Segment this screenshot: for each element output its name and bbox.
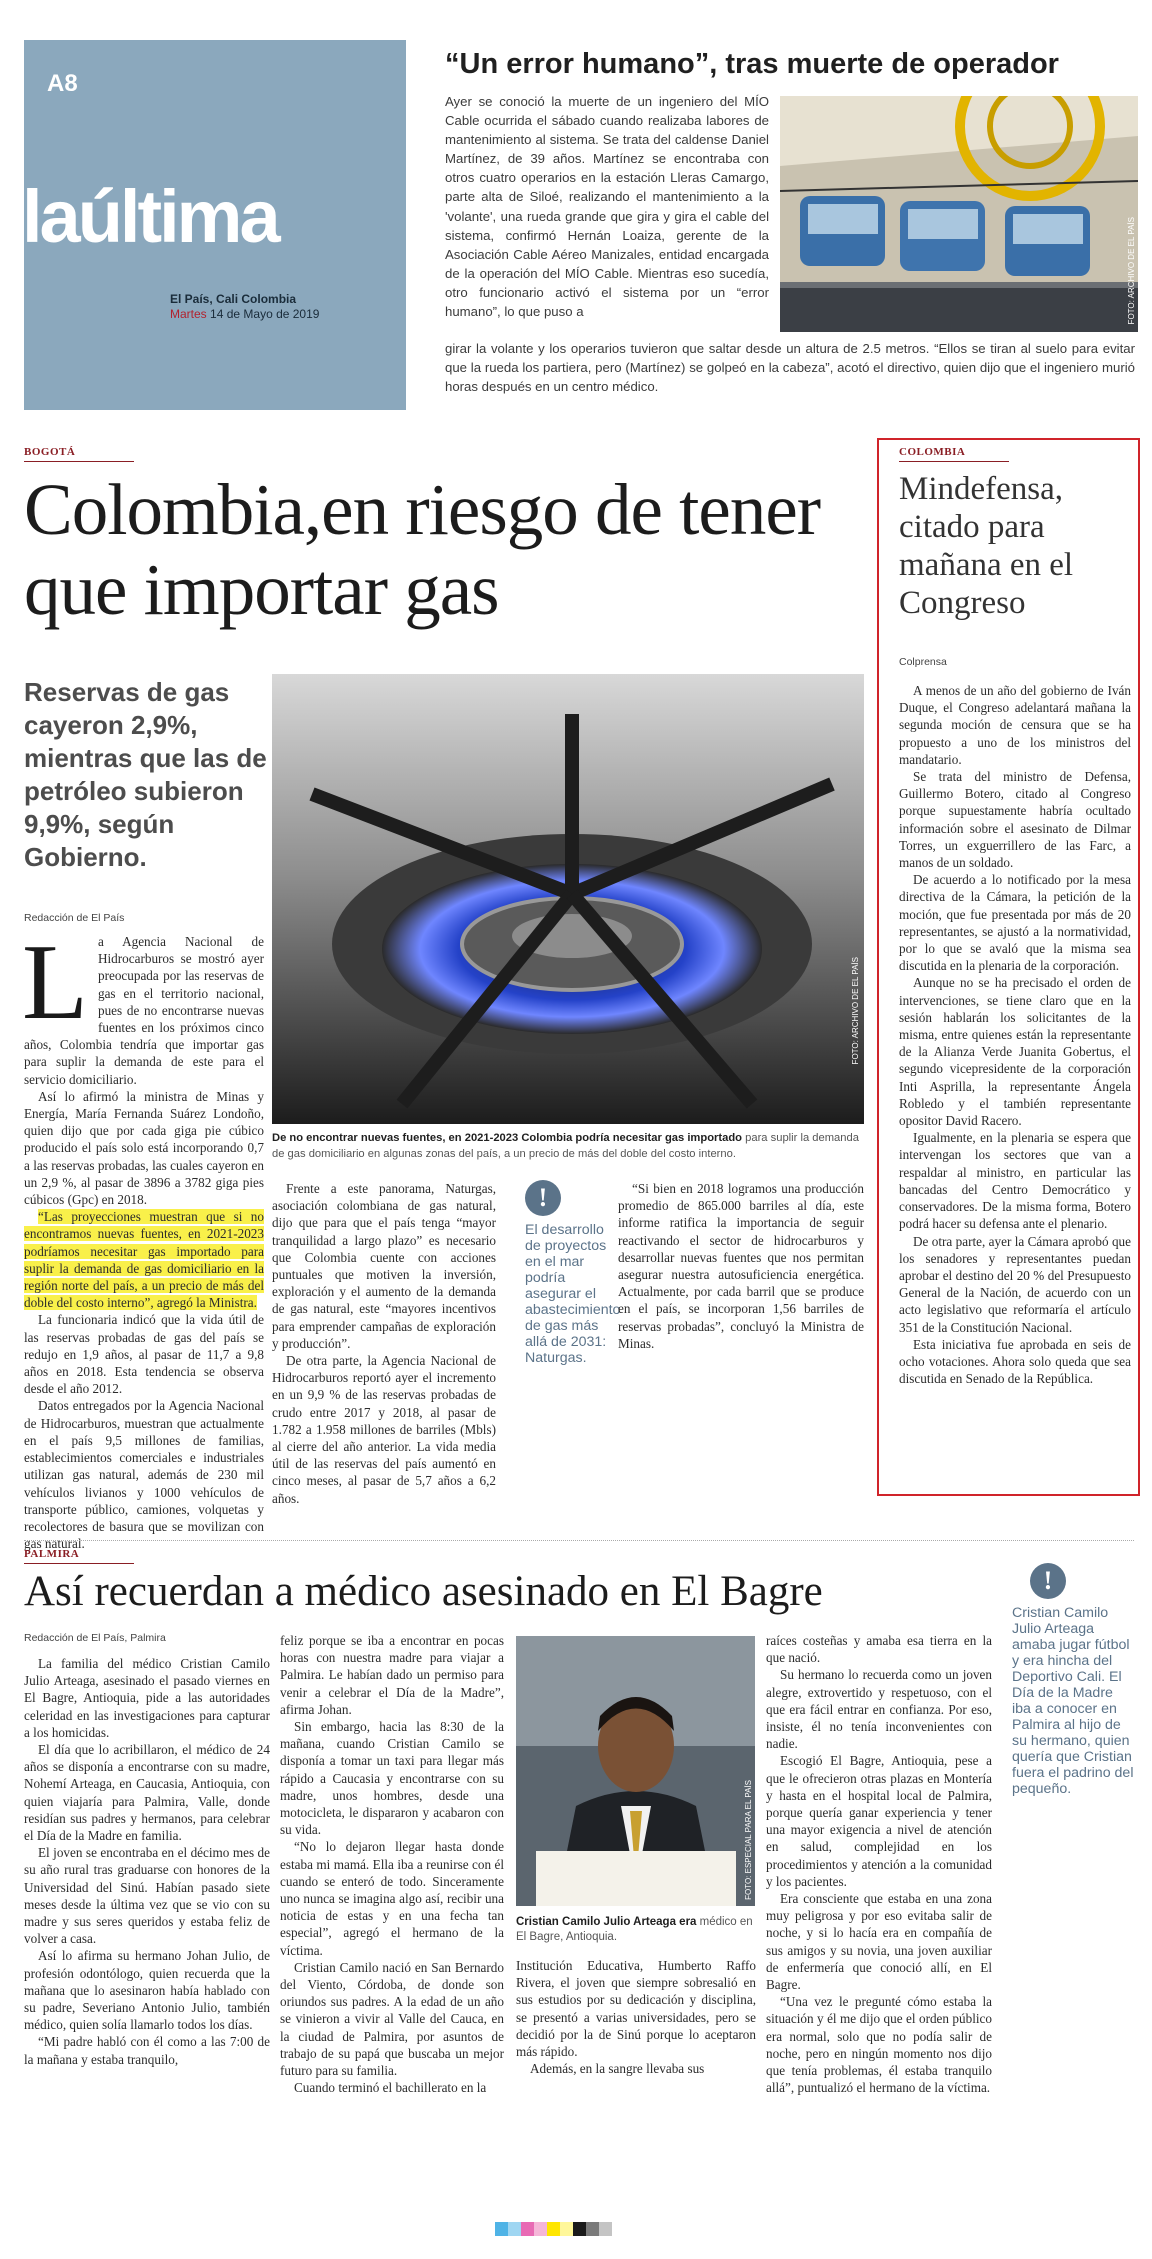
mindefensa-paragraph: De otra parte, ayer la Cámara aprobó que los senadores y representantes puedan aprobar el destino del 20 % del Presupuesto General de la Nación, de acuerdo con un acto legislativo que reformaría el artículo 351 de la Constitución Nacional. [899, 1233, 1131, 1335]
gas-side-note-text: El desarrollo de proyectos en el mar podría asegurar el abastecimiento de gas más allá de 2031: Naturgas. [525, 1222, 621, 1366]
palmira-paragraph: El día que lo acribillaron, el médico de 24 años se disponía a encontrarse con su madre, Nohemí Arteaga, en Caucasia, Antioquia, con quien viajaría para Palmira, Valle, donde residían sus padres y hermanos, para celebrar el Día de la Madre en familia. [24, 1742, 270, 1844]
exclamation-icon: ! [1030, 1563, 1066, 1599]
gas-deck: Reservas de gas cayeron 2,9%, mientras que las de petróleo subieron 9,9%, según Gobierno. [24, 677, 267, 872]
gas-column-1 [22, 923, 264, 1552]
issue-date-text: 14 de Mayo de 2019 [210, 307, 320, 321]
palmira-paragraph: feliz porque se iba a encontrar en pocas horas con nuestra madre para viajar a Palmira. Le habían dado un permiso para venir a celebrar el Día de la Madre”, afirma Johan. [280, 1633, 504, 1717]
palmira-paragraph: Era consciente que estaba en una zona muy peligrosa y por eso evitaba salir de noche, y si lo hacía era en compañía de sus amigos y su novia, una joven auxiliar de enfermería que conoció allí, en El Bagre. [766, 1891, 992, 1993]
operator-body: Ayer se conoció la muerte de un ingeniero del MÍO Cable ocurrida el sábado cuando realizaba labores de mantenimiento al sistema. Se trata del caldense Daniel Martínez, de 39 años. Martínez se encontraba con otros cuatro operarios en la estación Lleras Camargo, parte alta de Siloé, realizando el mantenimiento a la 'volante', una rueda grande que gira y gira el cable del sistema, confirmó Hernán Loaiza, gerente de la Asociación Cable Aéreo Manizales, entidad encargada de la operación del MÍO Cable. Mientras eso sucedía, otro funcionario activó el sistema por un “error humano”, lo que puso a [445, 94, 769, 320]
palmira-side-note [1012, 1563, 1134, 1797]
palmira-paragraph: La familia del médico Cristian Camilo Julio Arteaga, asesinado el pasado viernes en El Bagre, Antioquia, pide a las autoridades celeridad en las investigaciones para capturar a los homicidas. [24, 1656, 270, 1740]
mindefensa-byline: Colprensa [899, 656, 947, 668]
issue-date [170, 307, 319, 322]
photo-credit: FOTO: ARCHIVO DE EL PAÍS [851, 956, 860, 1064]
mindefensa-paragraph: Aunque no se ha precisado el orden de intervenciones, se tiene claro que en la sesión hablarán los solicitantes de la misma, entre quienes están la representante de la Alianza Verde Juanita Gobertus, el segundo vicepresidente de la corporación Inti Asprilla, la representante Ángela Robledo y el también representante opositor David Racero. [899, 975, 1131, 1129]
gas-byline: Redacción de El País [24, 912, 125, 924]
exclamation-icon: ! [525, 1180, 561, 1216]
gas-stove-photo [272, 674, 864, 1124]
caption-text: médico en El Bagre, Antioquia. [516, 1916, 753, 1943]
gas-quote-highlight [24, 1208, 264, 1311]
color-swatch [534, 2222, 547, 2236]
palmira-headline: Así recuerdan a médico asesinado en El Bagre [24, 1568, 823, 1615]
palmira-paragraph: “Una vez le pregunté cómo estaba la situación y él me dijo que el orden público era normal, solo que no podía salir de noche, pero en ningún momento nos dijo que tenía problemas, él estaba tranquilo allá”, puntualizó el hermano de la víctima. [766, 1994, 992, 2096]
print-color-bar [495, 2222, 612, 2236]
color-swatch [599, 2222, 612, 2236]
palmira-byline: Redacción de El País, Palmira [24, 1632, 166, 1644]
gas-p2: Así lo afirmó la ministra de Minas y Energía, María Fernanda Suárez Londoño, quien dijo que por cada giga pie cúbico producido el país solo está incorporando 0,7 a las reservas probadas, las cuales cayeron en un 2,9 %, al pasar de 3896 a 3782 giga pies cúbicos (Gpc) en 2018. [24, 1088, 264, 1208]
portrait-illustration [516, 1636, 755, 1906]
gas-column-3 [618, 1180, 864, 1352]
issue-day: Martes [170, 307, 207, 321]
palmira-column-3 [766, 1632, 992, 2096]
gas-col2-p1: Frente a este panorama, Naturgas, asociación colombiana de gas natural, dijo que para que el país tenga “mayor tranquilidad a largo plazo” es necesario que Colombia cuente con acciones puntuales que motiven la inversión, exploración y el aumento de la demanda de gas natural, este “mayores incentivos para emprender campañas de exploración y producción”. [272, 1181, 496, 1351]
photo-credit: FOTO: ARCHIVO DE EL PAÍS [1127, 216, 1136, 324]
caption-lead: De no encontrar nuevas fuentes, en 2021-2023 Colombia podría necesitar gas importado [272, 1132, 743, 1144]
palmira-column-2b [516, 1957, 756, 2077]
operator-headline: “Un error humano”, tras muerte de operador [445, 48, 1059, 80]
gas-side-note [525, 1180, 621, 1366]
doctor-portrait-photo [516, 1636, 755, 1906]
color-swatch [521, 2222, 534, 2236]
mindefensa-paragraph: Igualmente, en la plenaria se espera que intervengan los sectores que van a respaldar al ministro, en particular las bancadas del Centro Democrático y conservadores. De la misma forma, Botero podrá hacer su defensa ante el plenario. [899, 1130, 1131, 1232]
gas-photo-caption [272, 1130, 872, 1162]
cable-car-photo [780, 96, 1138, 332]
section-tag-bogota: BOGOTÁ [24, 446, 134, 462]
palmira-column-2 [280, 1632, 504, 2096]
gas-headline: Colombia,en riesgo de tener que importar gas [24, 469, 821, 630]
palmira-paragraph: Cuando terminó el bachillerato en la [294, 2080, 487, 2096]
publication-name: El País, Cali Colombia [170, 292, 297, 306]
drop-cap: L [22, 923, 88, 1042]
section-tag-colombia: COLOMBIA [899, 446, 1009, 462]
mindefensa-headline: Mindefensa, citado para mañana en el Congreso [899, 471, 1074, 621]
caption-lead: Cristian Camilo Julio Arteaga era [516, 1916, 697, 1928]
palmira-paragraph: raíces costeñas y amaba esa tierra en la que nació. [766, 1633, 992, 1666]
color-swatch [560, 2222, 573, 2236]
gas-col3-p1: “Si bien en 2018 logramos una producción promedio de 865.000 barriles al día, este informe ratifica la importancia de seguir reactivando el sector de hidrocarburos y desarrollar nuevas fuentes que nos permitan asegurar nuestra autosuficiencia energética. Actualmente, por cada barril que se produce en el país, se incorporan 1,56 barriles de reservas probadas”, concluyó la Ministra de Minas. [618, 1181, 864, 1351]
gas-p5: Datos entregados por la Agencia Nacional de Hidrocarburos, muestran que actualmente en el país 9,5 millones de familias, establecimientos comerciales e industriales utilizan gas natural, además de 230 mil vehículos livianos y 1000 vehículos de transporte público, camiones, volquetas y recolectores de basura que se movilizan con gas natural. [24, 1398, 264, 1552]
palmira-paragraph: Escogió El Bagre, Antioquia, pese a que le ofrecieron otras plazas en Montería y hasta en el hospital local de Palmira, porque quería ganar experiencia y tener una mayor exigencia a nivel de atención en salud, complejidad en los procedimientos y atención a la comunidad y los pacientes. [766, 1753, 992, 1889]
color-swatch [547, 2222, 560, 2236]
mindefensa-paragraph: Esta iniciativa fue aprobada en seis de ocho votaciones. Ahora solo queda que sea discutida en Senado de la República. [899, 1336, 1131, 1387]
gas-burner-illustration [272, 674, 864, 1124]
mindefensa-paragraph: Se trata del ministro de Defensa, Guillermo Botero, citado al Congreso porque supuestamente habría ocultado información sobre el asesinato de Dilmar Torres, un exguerrillero de las Farc, a manos de un soldado. [899, 769, 1131, 871]
gas-p4: La funcionaria indicó que la vida útil de las reservas probadas de gas del país se redujo en 1,9 años, al pasar de 11,7 a 9,8 años en 2018. Esta tendencia se observa desde el año 2012. [24, 1312, 264, 1397]
gas-column-2 [272, 1180, 496, 1507]
issue-meta [170, 292, 319, 322]
palmira-column-1 [24, 1655, 270, 2068]
section-divider [24, 1540, 1134, 1541]
mindefensa-paragraph: A menos de un año del gobierno de Iván Duque, el Congreso adelantará mañana la segunda moción de censura que se ha propuesto a uno de los ministros del mandatario. [899, 683, 1131, 767]
color-swatch [586, 2222, 599, 2236]
section-tag-palmira: PALMIRA [24, 1548, 134, 1564]
palmira-paragraph: Sin embargo, hacia las 8:30 de la mañana, cuando Cristian Camilo se disponía a tomar un taxi para llegar más rápido a Caucasia y encontrarse con su madre, unos hombres, desde una motocicleta, le dispararon y acabaron con su vida. [280, 1719, 504, 1838]
palmira-paragraph: “No lo dejaron llegar hasta donde estaba mi mamá. Ella iba a reunirse con él cuando se enteró de todo. Sinceramente uno nunca se imagina algo así, recibir una noticia de estas y en una fecha tan especial”, agregó el hermano de la víctima. [280, 1839, 504, 1958]
logo-ultima: última [77, 175, 278, 258]
color-swatch [495, 2222, 508, 2236]
photo-credit: FOTO: ESPECIAL PARA EL PAÍS [744, 1780, 753, 1900]
color-swatch [508, 2222, 521, 2236]
caption-text: para suplir la demanda de gas domiciliario en algunas zonas del país, a un precio de más del doble del costo interno. [272, 1132, 859, 1160]
palmira-paragraph: “Mi padre habló con él como a las 7:00 de la mañana y estaba tranquilo, [24, 2034, 270, 2067]
palmira-paragraph: Además, en la sangre llevaba sus [530, 2061, 705, 2077]
mindefensa-body [899, 682, 1131, 1387]
color-swatch [573, 2222, 586, 2236]
highlighted-quote: “Las proyecciones muestran que si no encontramos nuevas fuentes, en 2021-2023 podríamos necesitar gas importado para suplir la demanda de gas domiciliario en la región norte del país, a un precio de más del doble del costo interno”, agregó la Ministra. [24, 1209, 264, 1311]
section-logo [22, 175, 278, 258]
gas-col2-p2: De otra parte, la Agencia Nacional de Hidrocarburos reportó ayer el incremento en un 9,9 % de las reservas probadas de crudo entre 2017 y 2018, al pasar de 1.782 a 1.958 millones de barriles (Mbls) al cierre del año anterior. La vida media útil de las reservas del país aumentó en cinco meses, al pasar de 5,7 años a 6,2 años. [272, 1353, 496, 1506]
operator-body-tail: girar la volante y los operarios tuvieron que saltar desde un altura de 2.5 metros. “Ellos se tiran al suelo para evitar que la rueda los partiera, pero (Martínez) se golpeó en la cabeza”, acotó el directivo, quien dijo que el ingeniero murió horas después en un centro médico. [445, 341, 1135, 395]
mindefensa-paragraph: De acuerdo a lo notificado por la mesa directiva de la Cámara, la petición de la moción, que fue presentada por más de 20 representantes, se ajustó a la normatividad, por lo que se avaló que la misma sea discutida en la plenaria de la corporación. [899, 872, 1131, 974]
palmira-paragraph: Cristian Camilo nació en San Bernardo del Viento, Córdoba, de donde son oriundos sus padres. A la edad de un año se vinieron a vivir al Valle del Cauca, en la ciudad de Palmira, por asuntos de trabajo de su papá que buscaba un mejor futuro para su familia. [280, 1959, 504, 2079]
palmira-paragraph: Así lo afirma su hermano Johan Julio, de profesión odontólogo, quien recuerda que la mañana que lo asesinaron había hablado con su padre, Severiano Antonio Julio, también médico, quien solía llamarlo todos los días. [24, 1948, 270, 2033]
page-number: A8 [47, 70, 78, 97]
palmira-side-note-text: Cristian Camilo Julio Arteaga amaba jugar fútbol y era hincha del Deportivo Cali. El Día de la Madre iba a conocer en Palmira al hijo de su hermano, quien quería que Cristian fuera el padrino del pequeño. [1012, 1605, 1134, 1797]
cable-car-illustration [780, 96, 1138, 332]
logo-la: la [22, 175, 78, 258]
palmira-photo-caption [516, 1915, 756, 1945]
gas-p1: a Agencia Nacional de Hidrocarburos se mostró ayer preocupada por las reservas de gas en el territorio nacional, pues de no encontrarse nuevas fuentes en los próximos cinco años, Colombia tendría que importar gas para suplir la demanda de este para el servicio domiciliario. [24, 934, 264, 1087]
palmira-paragraph: El joven se encontraba en el décimo mes de su año rural tras graduarse con honores de la Universidad del Sinú. Habían pasado siete meses desde la última vez que se vio con su madre y sus seres queridos y estaba feliz de volver a casa. [24, 1845, 270, 1947]
palmira-paragraph: Institución Educativa, Humberto Raffo Rivera, el joven que siempre sobresalió en sus estudios por su dedicación y disciplina, se presentó a varias universidades, pero se decidió por la de Sinú porque lo aceptaron más rápido. [516, 1958, 756, 2060]
palmira-paragraph: Su hermano lo recuerda como un joven alegre, extrovertido y respetuoso, con el que era fácil entrar en confianza. Por eso, insiste, él no tenía inconvenientes con nadie. [766, 1667, 992, 1752]
